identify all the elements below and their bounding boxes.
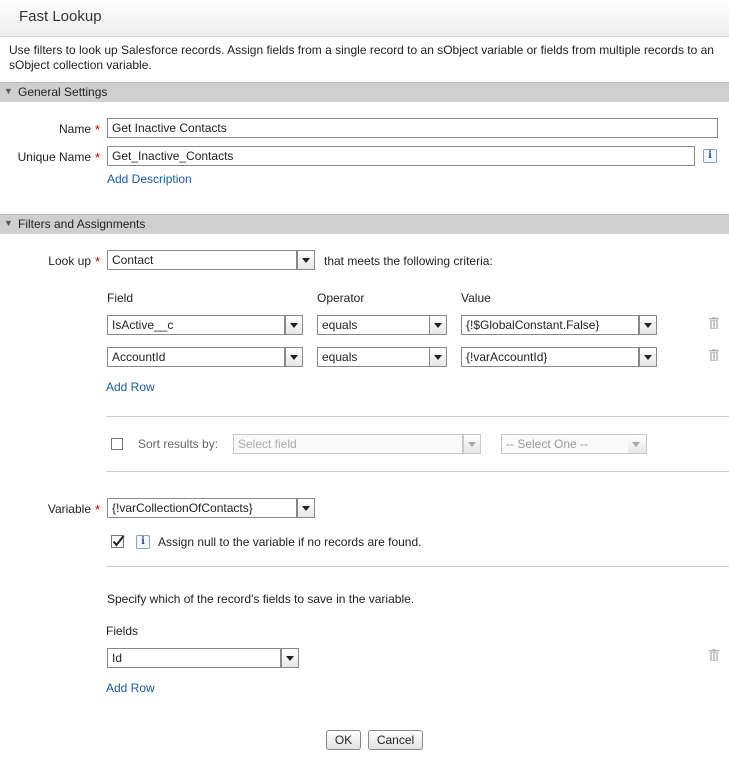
sort-checkbox[interactable]: [111, 438, 123, 450]
filter-value-dropdown[interactable]: [639, 315, 657, 335]
chevron-down-icon: [290, 323, 298, 328]
trash-icon[interactable]: [709, 349, 719, 361]
chevron-down-icon: [644, 323, 652, 328]
info-icon[interactable]: i: [136, 535, 150, 549]
sort-order-select[interactable]: -- Select One --: [501, 434, 647, 454]
triangle-down-icon: ▼: [4, 86, 13, 96]
triangle-down-icon: ▼: [4, 218, 13, 228]
filter-value-dropdown[interactable]: [639, 347, 657, 367]
chevron-down-icon: [644, 355, 652, 360]
chevron-down-icon: [302, 506, 310, 511]
criteria-text: that meets the following criteria:: [324, 254, 493, 268]
section-filters-assignments[interactable]: [0, 214, 729, 234]
variable-label: Variable: [47, 502, 91, 516]
chevron-down-icon: [286, 656, 294, 661]
required-mark: *: [95, 150, 101, 165]
sort-field-select[interactable]: Select field: [233, 434, 463, 454]
specify-fields-text: Specify which of the record's fields to save in the variable.: [107, 592, 415, 606]
required-mark: *: [95, 122, 101, 137]
chevron-down-icon: [434, 355, 442, 360]
sort-order-dropdown[interactable]: [628, 434, 647, 454]
dialog-description: Use filters to look up Salesforce records. Assign fields from a single record to an sObject variable or fields from multiple records to an sObject collection variable.: [9, 43, 714, 72]
filter-operator-dropdown[interactable]: [429, 347, 447, 367]
assign-null-text: Assign null to the variable if no records are found.: [158, 535, 422, 549]
col-header-operator: Operator: [317, 291, 365, 305]
save-field-input[interactable]: Id: [107, 648, 281, 668]
dialog-titlebar: [0, 0, 729, 37]
filter-field-input[interactable]: AccountId: [107, 347, 285, 367]
lookup-dropdown-button[interactable]: [297, 250, 315, 270]
variable-input[interactable]: {!varCollectionOfContacts}: [107, 498, 297, 518]
assign-null-checkbox[interactable]: [111, 534, 125, 548]
chevron-down-icon: [434, 323, 442, 328]
add-field-row-link[interactable]: Add Row: [106, 681, 155, 695]
cancel-button[interactable]: Cancel: [368, 730, 423, 750]
add-description-link[interactable]: Add Description: [107, 172, 192, 186]
section-title: Filters and Assignments: [18, 217, 146, 231]
chevron-down-icon: [290, 355, 298, 360]
divider: [106, 471, 729, 472]
filter-value-input[interactable]: {!$GlobalConstant.False}: [461, 315, 639, 335]
chevron-down-icon: [302, 258, 310, 263]
dialog-title: Fast Lookup: [19, 8, 102, 25]
col-header-field: Field: [107, 291, 134, 305]
chevron-down-icon: [468, 442, 476, 447]
divider: [106, 416, 729, 417]
save-field-dropdown[interactable]: [281, 648, 299, 668]
sort-field-dropdown[interactable]: [463, 434, 481, 454]
name-input[interactable]: Get Inactive Contacts: [107, 118, 718, 138]
section-general-settings[interactable]: [0, 82, 729, 102]
filter-operator-dropdown[interactable]: [429, 315, 447, 335]
sort-label: Sort results by:: [138, 437, 219, 451]
unique-name-input[interactable]: Get_Inactive_Contacts: [107, 146, 695, 166]
trash-icon[interactable]: [709, 649, 719, 661]
chevron-down-icon: [632, 442, 640, 447]
filter-field-dropdown[interactable]: [285, 315, 303, 335]
required-mark: *: [95, 502, 101, 517]
variable-dropdown-button[interactable]: [297, 498, 315, 518]
filter-operator-select[interactable]: equals: [317, 315, 447, 335]
section-title: General Settings: [18, 85, 108, 99]
trash-icon[interactable]: [709, 317, 719, 329]
add-filter-row-link[interactable]: Add Row: [106, 380, 155, 394]
lookup-label: Look up: [48, 254, 91, 268]
col-header-value: Value: [461, 291, 491, 305]
ok-button[interactable]: OK: [326, 730, 361, 750]
unique-name-label: Unique Name: [17, 150, 91, 164]
lookup-object-input[interactable]: Contact: [107, 250, 297, 270]
filter-value-input[interactable]: {!varAccountId}: [461, 347, 639, 367]
filter-operator-select[interactable]: equals: [317, 347, 447, 367]
filter-field-dropdown[interactable]: [285, 347, 303, 367]
fields-header: Fields: [106, 624, 139, 638]
divider: [106, 566, 729, 567]
name-label: Name: [58, 122, 91, 136]
required-mark: *: [95, 254, 101, 269]
info-icon[interactable]: i: [703, 149, 717, 163]
filter-field-input[interactable]: IsActive__c: [107, 315, 285, 335]
